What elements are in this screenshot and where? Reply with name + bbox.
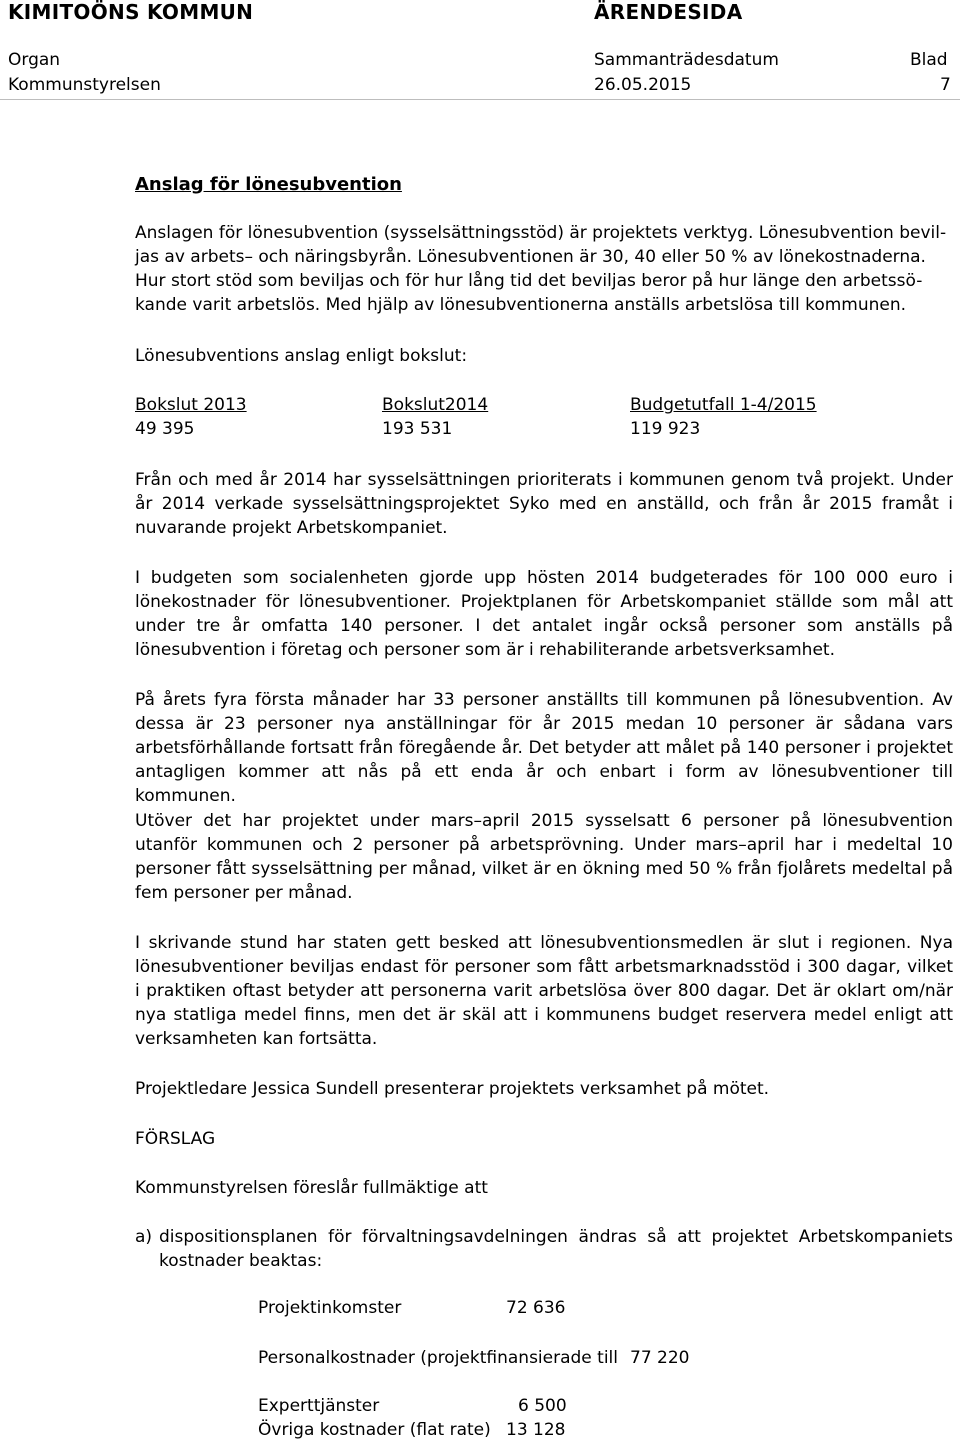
paragraph-projects: Från och med år 2014 har sysselsättningen prioriterats i kommunen genom två projekt. Under år 2014 verkade sysselsättningsprojektet Syko med en anställd, och från år 2015 framåt i nuvarande projekt Arbetskompaniet. [135, 470, 953, 538]
cost-value-project-income: 72 636 [506, 1298, 566, 1318]
organ-value: Kommunstyrelsen [8, 75, 161, 95]
page-number: 7 [940, 75, 951, 95]
organ-label: Organ [8, 50, 61, 70]
cost-value-experts: 6 500 [518, 1396, 567, 1416]
page-label: Blad [910, 50, 948, 70]
date-value: 26.05.2015 [594, 75, 692, 95]
proposal-heading: FÖRSLAG [135, 1129, 216, 1149]
budget-value-2014: 193 531 [382, 419, 453, 439]
cost-label-other: Övriga kostnader (flat rate) [258, 1420, 491, 1440]
paragraph-budget: I budgeten som socialenheten gjorde upp hösten 2014 budgeterades för 100 000 euro i lönekostnader för lönesubventioner. Projektplanen för Arbetskompaniet ställde som mål att under tre år omfatta 140 personer. I det antalet ingår också personer som anställs på lönesubvention i företag och personer som är i rehabiliterande arbetsverksamhet. [135, 568, 953, 660]
document-type: ÄRENDESIDA [594, 0, 743, 24]
cost-value-other: 13 128 [506, 1420, 566, 1440]
budget-header-2014: Bokslut2014 [382, 395, 489, 415]
municipality-name: KIMITOÖNS KOMMUN [8, 0, 254, 24]
intro-line-2: jas av arbets– och näringsbyrån. Lönesubventionen är 30, 40 eller 50 % av lönekostnaderna. [135, 247, 926, 267]
cost-label-experts: Experttjänster [258, 1396, 380, 1416]
paragraph-project-leader: Projektledare Jessica Sundell presenterar projektets verksamhet på mötet. [135, 1079, 770, 1099]
paragraph-outside-municipality: Utöver det har projektet under mars–april 2015 sysselsatt 6 personer på lönesubvention utanför kommunen och 2 personer på arbetsprövning. Under mars–april har i medeltal 10 personer fått sysselsättning per månad, vilket är en ökning med 50 % från fjolårets medeltal på fem personer per månad. [135, 811, 953, 903]
cost-label-personnel: Personalkostnader (projektfinansierade till [258, 1348, 619, 1368]
budget-value-2015: 119 923 [630, 419, 701, 439]
paragraph-state-funds: I skrivande stund har staten gett besked att lönesubventionsmedlen är slut i regionen. Nya lönesubventioner beviljas endast för personer som fått arbetsmarknadsstöd i 300 dagar, vilket i praktiken oftast betyder att personerna varit arbetslösa över 800 dagar. Det är oklart om/när nya statliga medel finns, men det är skäl att i kommunens budget reservera medel enligt att verksamheten kan fortsätta. [135, 933, 953, 1049]
proposal-intro: Kommunstyrelsen föreslår fullmäktige att [135, 1178, 488, 1198]
budget-value-2013: 49 395 [135, 419, 195, 439]
intro-line-4: kande varit arbetslös. Med hjälp av lönesubventionerna anställs arbetslösa till kommunen. [135, 295, 907, 315]
intro-line-1: Anslagen för lönesubvention (sysselsättningsstöd) är projektets verktyg. Lönesubvention bevil- [135, 223, 947, 243]
proposal-item-marker: a) [135, 1227, 153, 1247]
cost-label-project-income: Projektinkomster [258, 1298, 402, 1318]
paragraph-first-months: På årets fyra första månader har 33 personer anställts till kommunen på lönesubvention. Av dessa är 23 personer nya anställningar för år 2015 medan 10 personer är sådana vars arbetsförhållande fortsatt från föregående år. Det betyder att målet på 140 personer i projektet antagligen kommer att nås på ett enda år och enbart i form av lönesubventioner till kommunen. [135, 690, 953, 806]
date-label: Sammanträdesdatum [594, 50, 779, 70]
intro-line-3: Hur stort stöd som beviljas och för hur lång tid det beviljas beror på hur länge den arbetssö- [135, 271, 923, 291]
budget-intro: Lönesubventions anslag enligt bokslut: [135, 346, 468, 366]
section-title: Anslag för lönesubvention [135, 174, 402, 195]
cost-value-personnel: 77 220 [630, 1348, 690, 1368]
header-divider [0, 99, 960, 100]
budget-header-2013: Bokslut 2013 [135, 395, 247, 415]
budget-header-2015: Budgetutfall 1-4/2015 [630, 395, 817, 415]
proposal-item-text: dispositionsplanen för förvaltningsavdelningen ändras så att projektet Arbetskompaniets kostnader beaktas: [159, 1227, 953, 1271]
